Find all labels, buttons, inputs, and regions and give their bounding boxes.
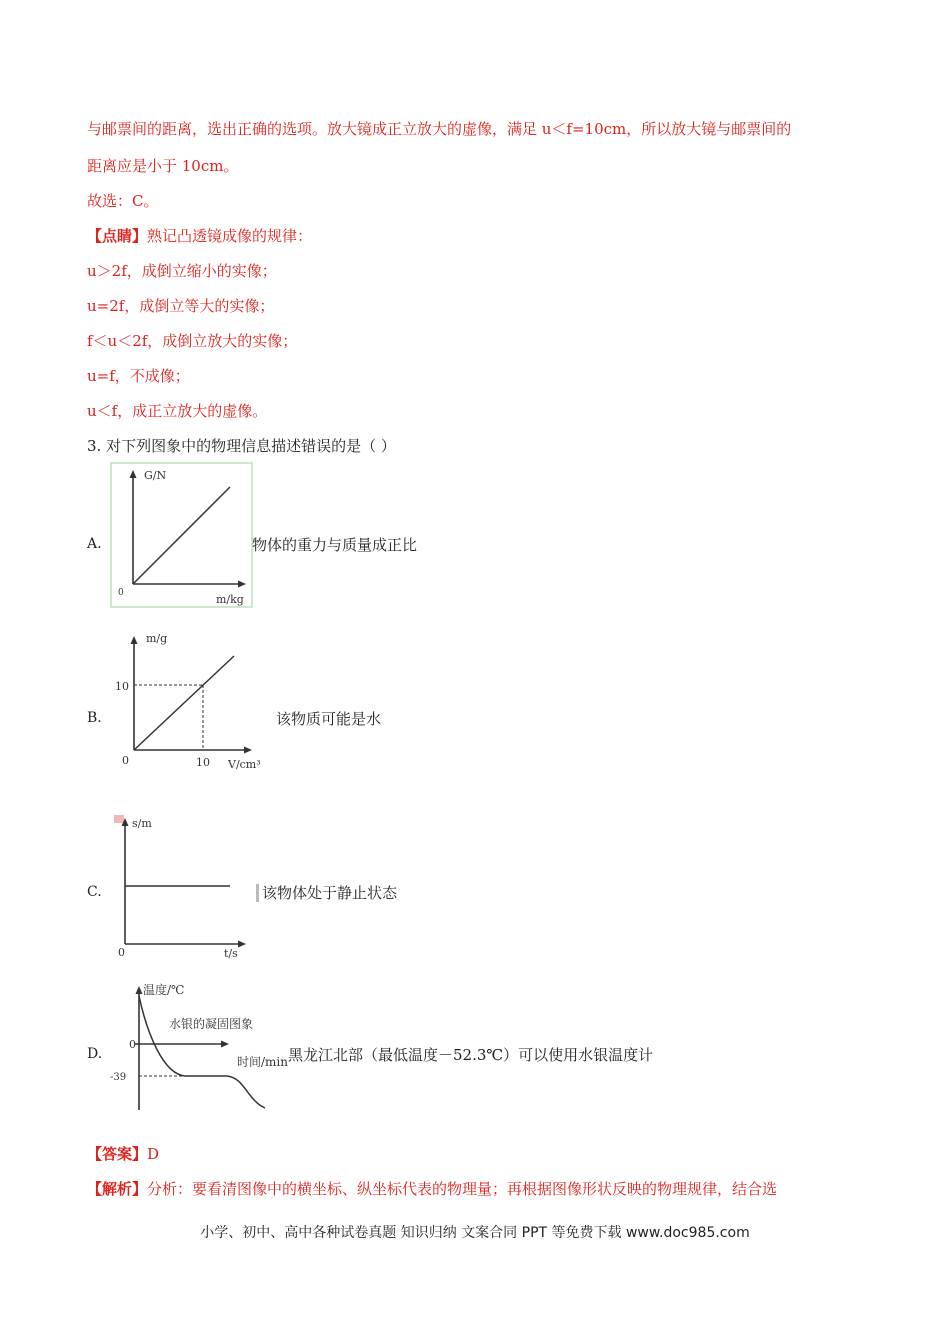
option-c-origin: 0 <box>118 946 125 959</box>
option-b-xlabel: V/cm³ <box>228 758 261 771</box>
explanation-line-2: 距离应是小于 10cm。 <box>87 157 239 175</box>
option-d-origin: 0 <box>129 1038 136 1051</box>
option-c-ylabel: s/m <box>132 817 152 830</box>
option-a-text: 物体的重力与质量成正比 <box>252 536 418 554</box>
option-d-letter: D. <box>87 1046 103 1062</box>
option-a-ylabel: G/N <box>144 469 167 482</box>
question-text: 3. 对下列图象中的物理信息描述错误的是（ ） <box>87 437 396 455</box>
dianjing-line <box>87 225 312 246</box>
analysis-line <box>87 1178 777 1199</box>
option-d-ytick: -39 <box>110 1072 127 1083</box>
option-c-letter: C. <box>87 884 102 900</box>
option-a-graph <box>110 462 255 610</box>
option-b-origin: 0 <box>122 754 129 767</box>
option-a-origin: 0 <box>118 588 124 598</box>
analysis-tag: 【解析】 <box>87 1180 148 1198</box>
analysis-text: 分析：要看清图像中的横坐标、纵坐标代表的物理量；再根据图像形状反映的物理规律，结合选 <box>147 1180 778 1198</box>
answer-value: D <box>147 1145 160 1163</box>
rule-line-5: u＜f，成正立放大的虚像。 <box>87 402 268 420</box>
dianjing-text: 熟记凸透镜成像的规律： <box>147 227 313 245</box>
dianjing-tag: 【点睛】 <box>87 227 148 245</box>
rule-line-1: u＞2f，成倒立缩小的实像； <box>87 262 277 280</box>
option-c-text: 该物体处于静止状态 <box>262 884 398 902</box>
explanation-line-1: 与邮票间的距离，选出正确的选项。放大镜成正立放大的虚像，满足 u＜f=10cm，所以放大镜与邮票间的 <box>87 120 792 138</box>
option-d-ylabel: 温度/℃ <box>143 983 185 997</box>
option-d-graph <box>105 978 300 1118</box>
option-d-caption: 水银的凝固图象 <box>169 1017 254 1031</box>
option-b-ytick: 10 <box>115 680 129 693</box>
option-a-letter: A. <box>87 536 102 552</box>
rule-line-3: f＜u＜2f，成倒立放大的实像； <box>87 332 298 350</box>
option-b-letter: B. <box>87 710 102 726</box>
option-b-ylabel: m/g <box>146 632 168 645</box>
answer-line <box>87 1143 159 1164</box>
rule-line-2: u=2f，成倒立等大的实像； <box>87 297 275 315</box>
option-d-xlabel: 时间/min <box>237 1055 288 1069</box>
answer-tag: 【答案】 <box>87 1145 148 1163</box>
rule-line-4: u=f，不成像； <box>87 367 190 385</box>
option-c-xlabel: t/s <box>224 947 238 960</box>
option-b-xtick: 10 <box>196 756 210 769</box>
option-b-text: 该物质可能是水 <box>276 710 382 728</box>
page-footer: 小学、初中、高中各种试卷真题 知识归纳 文案合同 PPT 等免费下载 www.doc985.com <box>200 1225 750 1241</box>
option-d-text: 黑龙江北部（最低温度－52.3℃）可以使用水银温度计 <box>288 1046 654 1064</box>
option-a-xlabel: m/kg <box>216 593 244 606</box>
option-c-graph <box>110 812 265 962</box>
option-b-graph <box>110 628 275 776</box>
explanation-line-3: 故选：C。 <box>87 192 159 210</box>
